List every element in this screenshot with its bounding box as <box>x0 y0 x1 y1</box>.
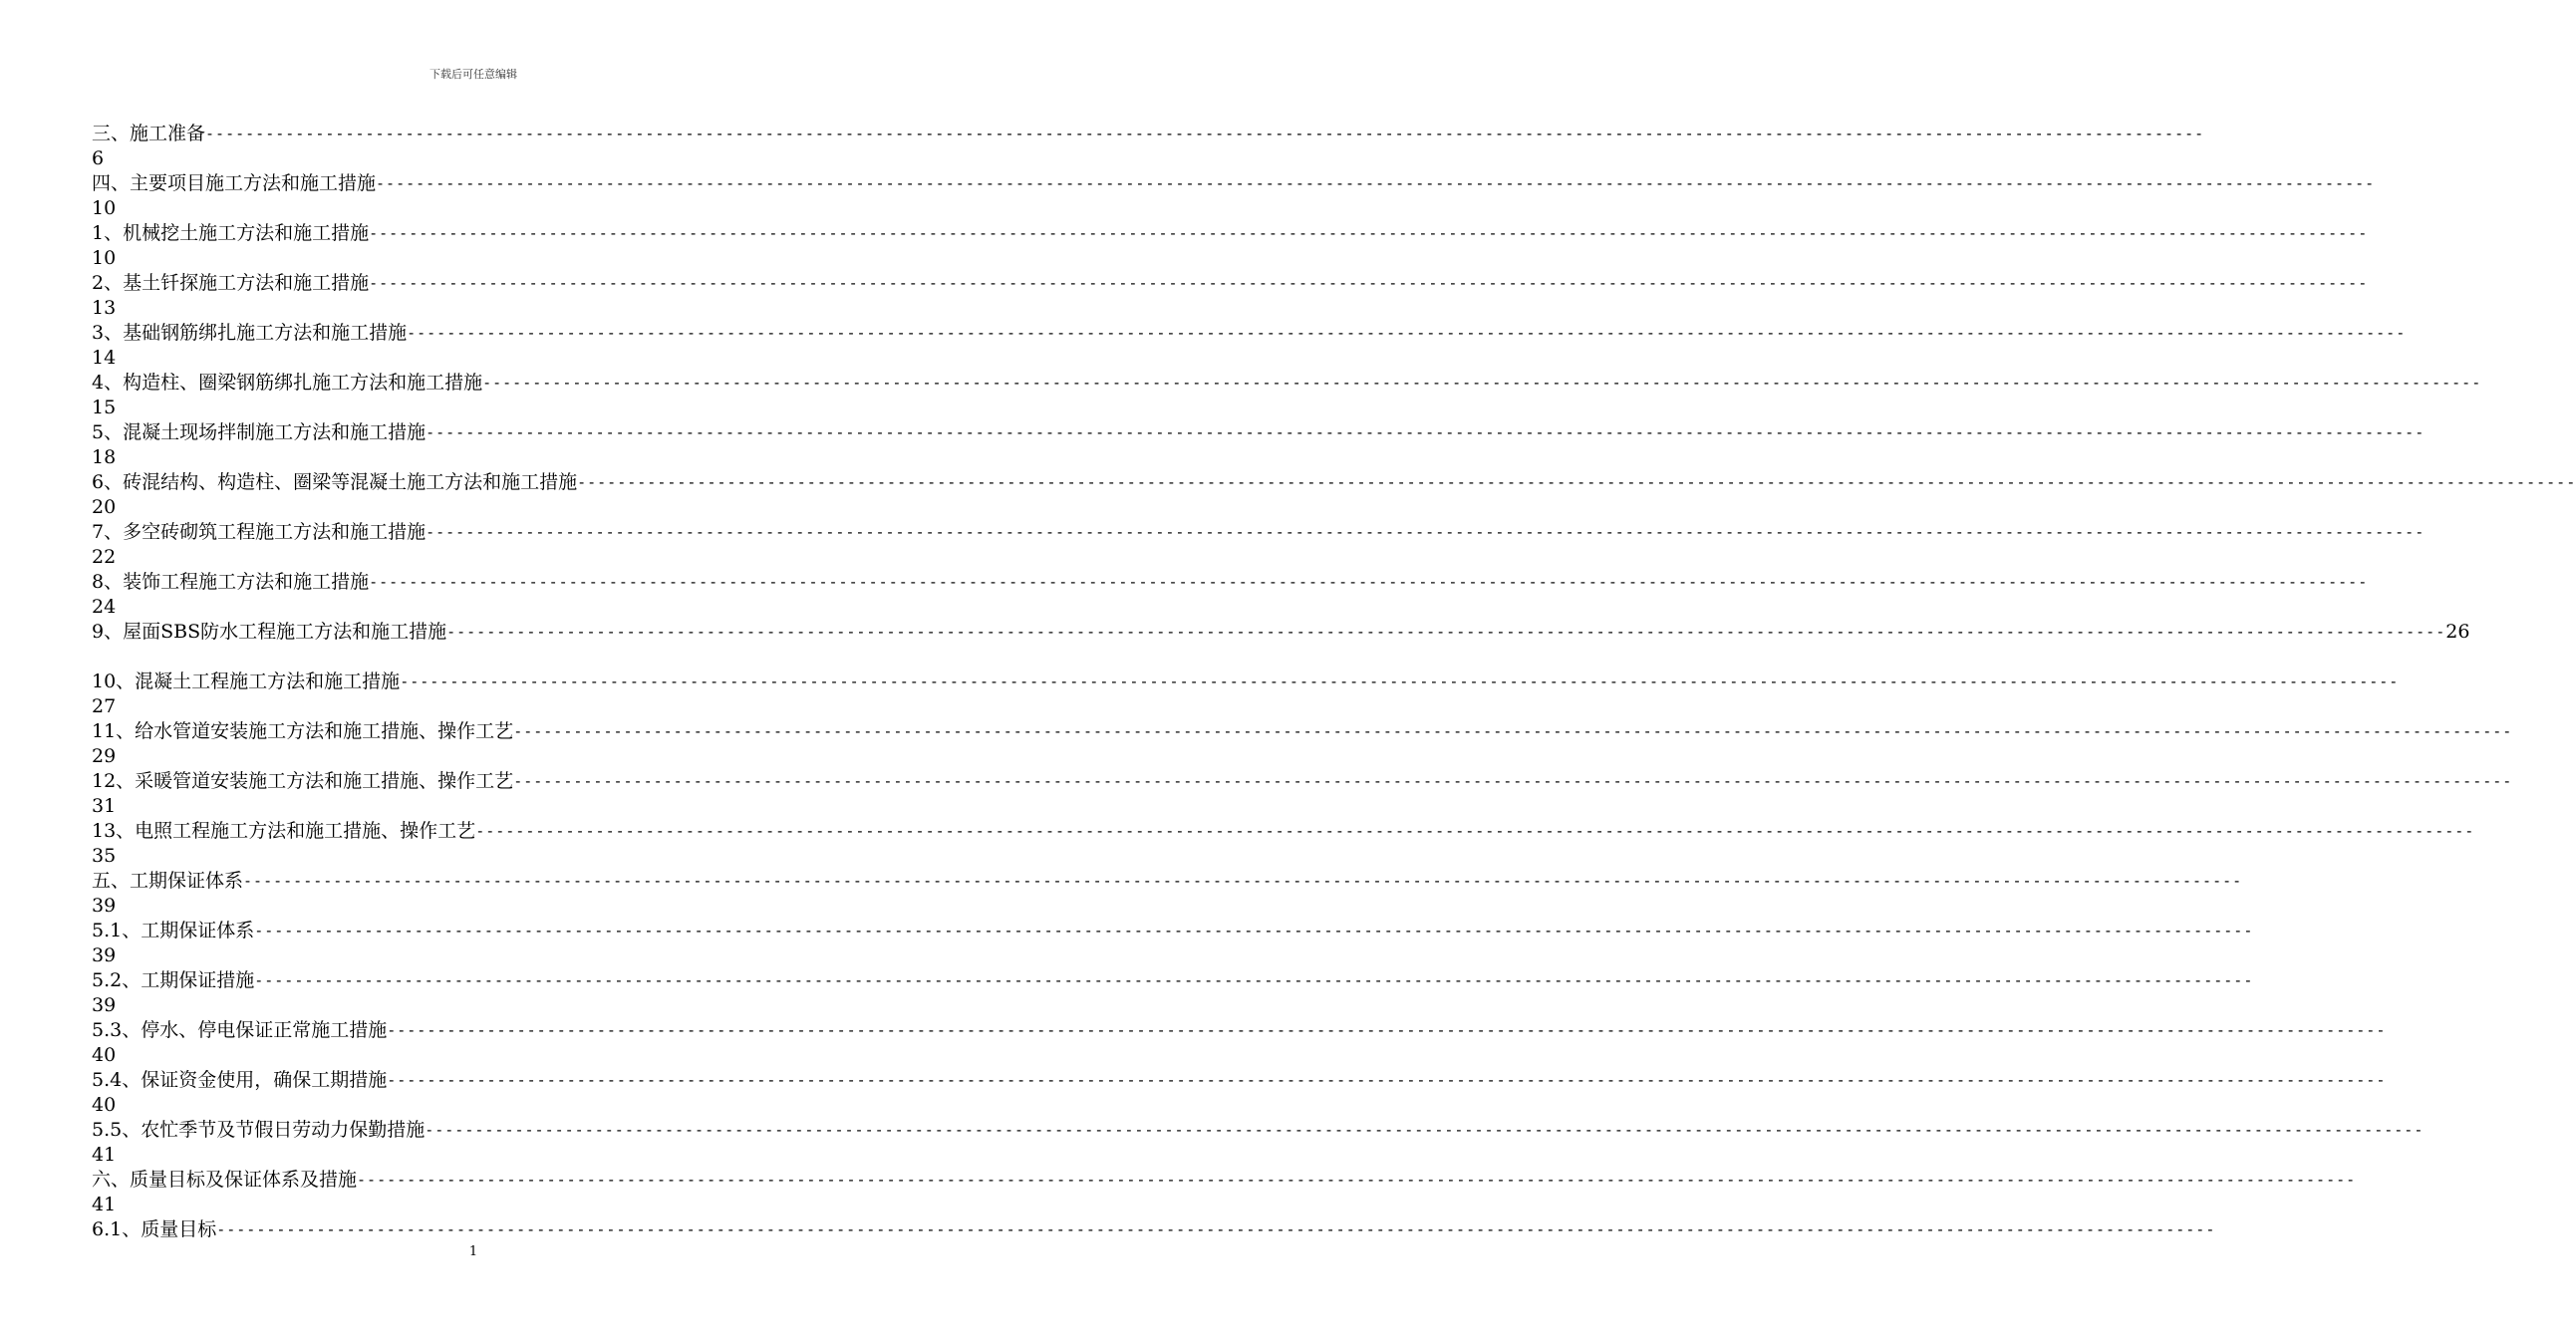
toc-entry-title: 3、基础钢筋绑扎施工方法和施工措施 <box>92 322 408 344</box>
toc-entry[interactable] <box>92 619 2470 669</box>
toc-entry[interactable] <box>92 469 2576 519</box>
toc-entry[interactable] <box>92 1067 2387 1117</box>
toc-entry-title: 2、基土钎探施工方法和施工措施 <box>92 272 370 294</box>
page-number: 1 <box>468 1244 478 1259</box>
toc-entry-page: 24 <box>92 596 117 618</box>
toc-entry[interactable] <box>92 818 2475 868</box>
toc-entry-page: 10 <box>92 197 117 219</box>
toc-entry[interactable] <box>92 669 2400 718</box>
toc-entry-title: 六、质量目标及保证体系及措施 <box>92 1169 358 1191</box>
toc-entry-line <box>92 1216 2216 1242</box>
toc-entry[interactable] <box>92 967 2254 1017</box>
toc-entry[interactable] <box>92 370 2482 419</box>
toc-entry-title: 五、工期保证体系 <box>92 870 244 892</box>
table-of-contents <box>92 121 2576 1266</box>
toc-dot-leader: -------------------------------------------------------------------------------------------------------------------------------------------------------------------------------------------------------- <box>243 872 2243 890</box>
toc-dot-leader: -------------------------------------------------------------------------------------------------------------------------------------------------------------------------------------------------------- <box>513 772 2513 790</box>
toc-entry-page: 10 <box>92 247 117 269</box>
toc-dot-leader: -------------------------------------------------------------------------------------------------------------------------------------------------------------------------------------------------------- <box>577 473 2576 491</box>
toc-entry-title: 三、施工准备 <box>92 123 206 144</box>
toc-entry[interactable] <box>92 569 2369 619</box>
toc-entry[interactable] <box>92 170 2376 220</box>
toc-entry-line <box>92 619 2470 645</box>
toc-dot-leader: -------------------------------------------------------------------------------------------------------------------------------------------------------------------------------------------------------- <box>425 1121 2425 1139</box>
toc-entry-line <box>92 469 2576 495</box>
toc-entry-line <box>92 1117 2425 1143</box>
toc-entry-title: 10、混凝土工程施工方法和施工措施 <box>92 670 401 692</box>
toc-entry-page: 41 <box>92 1194 117 1215</box>
toc-entry-title: 5.4、保证资金使用，确保工期措施 <box>92 1069 388 1091</box>
toc-entry-page: 26 <box>2445 621 2470 643</box>
toc-entry-page: 40 <box>92 1094 117 1116</box>
toc-dot-leader: -------------------------------------------------------------------------------------------------------------------------------------------------------------------------------------------------------- <box>426 523 2426 541</box>
toc-entry-line <box>92 220 2369 246</box>
toc-entry-title: 13、电照工程施工方法和施工措施、操作工艺 <box>92 820 476 842</box>
toc-entry-page: 22 <box>92 546 117 568</box>
toc-dot-leader: -------------------------------------------------------------------------------------------------------------------------------------------------------------------------------------------------------- <box>205 125 2205 142</box>
toc-entry-title: 5、混凝土现场拌制施工方法和施工措施 <box>92 421 427 443</box>
toc-entry-line <box>92 1017 2387 1043</box>
toc-entry-line <box>92 1167 2357 1193</box>
toc-entry[interactable] <box>92 1017 2387 1067</box>
toc-dot-leader: -------------------------------------------------------------------------------------------------------------------------------------------------------------------------------------------------------- <box>216 1220 2216 1238</box>
toc-entry-page: 6 <box>92 147 105 169</box>
toc-entry-line <box>92 669 2400 694</box>
toc-entry-title: 4、构造柱、圈梁钢筋绑扎施工方法和施工措施 <box>92 372 483 394</box>
toc-entry-line <box>92 918 2254 943</box>
toc-dot-leader: -------------------------------------------------------------------------------------------------------------------------------------------------------------------------------------------------------- <box>513 722 2513 740</box>
toc-entry-title: 5.1、工期保证体系 <box>92 920 255 941</box>
toc-entry-page: 39 <box>92 994 117 1016</box>
toc-entry-line <box>92 868 2243 894</box>
toc-entry[interactable] <box>92 320 2407 370</box>
toc-entry-title: 1、机械挖土施工方法和施工措施 <box>92 222 370 244</box>
toc-dot-leader: -------------------------------------------------------------------------------------------------------------------------------------------------------------------------------------------------------- <box>369 573 2369 591</box>
toc-entry-title: 7、多空砖砌筑工程施工方法和施工措施 <box>92 521 427 543</box>
toc-entry-title: 9、屋面SBS防水工程施工方法和施工措施 <box>92 621 447 643</box>
toc-dot-leader: -------------------------------------------------------------------------------------------------------------------------------------------------------------------------------------------------------- <box>369 274 2369 292</box>
toc-entry-line <box>92 569 2369 595</box>
toc-entry-title: 8、装饰工程施工方法和施工措施 <box>92 571 370 593</box>
toc-dot-leader: -------------------------------------------------------------------------------------------------------------------------------------------------------------------------------------------------------- <box>426 423 2426 441</box>
toc-entry[interactable] <box>92 718 2513 768</box>
toc-dot-leader: -------------------------------------------------------------------------------------------------------------------------------------------------------------------------------------------------------- <box>357 1171 2357 1189</box>
toc-dot-leader: -------------------------------------------------------------------------------------------------------------------------------------------------------------------------------------------------------- <box>387 1071 2387 1089</box>
toc-entry-page: 29 <box>92 745 117 767</box>
toc-entry-line <box>92 320 2407 346</box>
toc-entry-title: 5.3、停水、停电保证正常施工措施 <box>92 1019 388 1041</box>
toc-entry[interactable] <box>92 519 2426 569</box>
toc-entry[interactable] <box>92 270 2369 320</box>
toc-entry-line <box>92 967 2254 993</box>
toc-entry[interactable] <box>92 768 2513 818</box>
toc-entry-page: 39 <box>92 944 117 966</box>
toc-entry-page: 15 <box>92 397 117 418</box>
toc-entry-line <box>92 419 2426 445</box>
toc-entry-line <box>92 1067 2387 1093</box>
toc-entry[interactable] <box>92 868 2243 918</box>
toc-entry-title: 6、砖混结构、构造柱、圈梁等混凝土施工方法和施工措施 <box>92 471 578 493</box>
toc-entry[interactable] <box>92 419 2426 469</box>
toc-entry-line <box>92 818 2475 844</box>
toc-entry-title: 5.2、工期保证措施 <box>92 969 255 991</box>
toc-entry-line <box>92 370 2482 396</box>
toc-dot-leader: -------------------------------------------------------------------------------------------------------------------------------------------------------------------------------------------------------- <box>369 224 2369 242</box>
toc-dot-leader: -------------------------------------------------------------------------------------------------------------------------------------------------------------------------------------------------------- <box>254 971 2254 989</box>
toc-dot-leader: -------------------------------------------------------------------------------------------------------------------------------------------------------------------------------------------------------- <box>482 374 2482 392</box>
toc-entry-title: 6.1、质量目标 <box>92 1218 217 1240</box>
toc-dot-leader: -------------------------------------------------------------------------------------------------------------------------------------------------------------------------------------------------------- <box>446 623 2446 641</box>
toc-entry-page: 31 <box>92 795 117 817</box>
toc-entry-title: 11、给水管道安装施工方法和施工措施、操作工艺 <box>92 720 514 742</box>
toc-entry-title: 12、采暖管道安装施工方法和施工措施、操作工艺 <box>92 770 514 792</box>
toc-dot-leader: -------------------------------------------------------------------------------------------------------------------------------------------------------------------------------------------------------- <box>387 1021 2387 1039</box>
toc-entry-page: 39 <box>92 895 117 917</box>
toc-entry-title: 5.5、农忙季节及节假日劳动力保勤措施 <box>92 1119 426 1141</box>
toc-entry-line <box>92 718 2513 744</box>
toc-entry[interactable] <box>92 918 2254 967</box>
toc-entry-line <box>92 768 2513 794</box>
toc-entry-line <box>92 121 2205 146</box>
toc-entry-line <box>92 170 2376 196</box>
toc-entry-line <box>92 270 2369 296</box>
toc-entry-page: 20 <box>92 496 117 518</box>
toc-entry[interactable] <box>92 220 2369 270</box>
toc-entry[interactable] <box>92 1167 2357 1216</box>
page-header: 下载后可任意编辑 <box>429 68 517 81</box>
toc-entry-page: 18 <box>92 446 117 468</box>
toc-dot-leader: -------------------------------------------------------------------------------------------------------------------------------------------------------------------------------------------------------- <box>475 822 2475 840</box>
toc-entry-page: 14 <box>92 347 117 369</box>
toc-entry-line <box>92 519 2426 545</box>
toc-dot-leader: -------------------------------------------------------------------------------------------------------------------------------------------------------------------------------------------------------- <box>407 324 2407 342</box>
toc-entry-page: 40 <box>92 1044 117 1066</box>
toc-entry-page: 41 <box>92 1144 117 1166</box>
toc-entry-page: 27 <box>92 695 117 717</box>
toc-dot-leader: -------------------------------------------------------------------------------------------------------------------------------------------------------------------------------------------------------- <box>400 672 2400 690</box>
toc-entry-page: 13 <box>92 297 117 319</box>
toc-dot-leader: -------------------------------------------------------------------------------------------------------------------------------------------------------------------------------------------------------- <box>376 174 2376 192</box>
toc-entry-page: 35 <box>92 845 117 867</box>
toc-entry[interactable] <box>92 121 2205 170</box>
toc-entry[interactable] <box>92 1117 2425 1167</box>
toc-entry-title: 四、主要项目施工方法和施工措施 <box>92 172 377 194</box>
toc-dot-leader: -------------------------------------------------------------------------------------------------------------------------------------------------------------------------------------------------------- <box>254 922 2254 939</box>
